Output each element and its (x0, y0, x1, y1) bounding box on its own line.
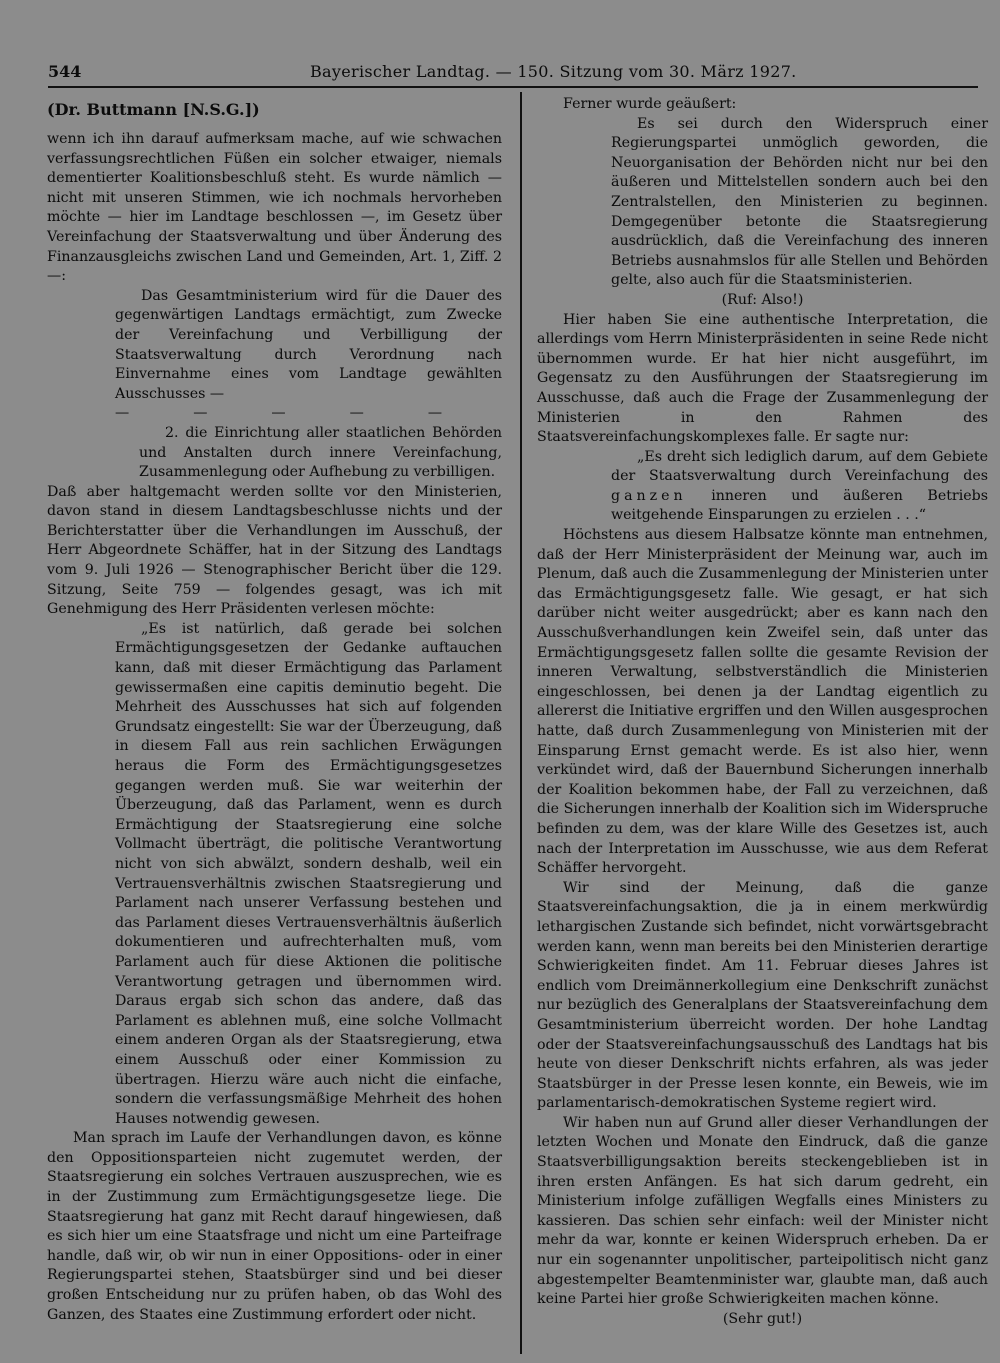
interjection: (Ruf: Also!) (721, 291, 804, 308)
dash: — (349, 405, 364, 422)
dash: — (115, 405, 130, 422)
running-head: Bayerischer Landtag. — 150. Sitzung vom 30. März 1927. (310, 62, 797, 81)
quote-block: „Es ist natürlich, daß gerade bei solchen Ermächtigungsgesetzen der Gedanke auftauchen kann, daß mit dieser Ermächtigung das Parlament gewissermaßen eine capitis deminutio begeht. Die Mehrheit des Ausschusses hat sich auf folgenden Grundsatz eingestellt: Sie war der Überzeugung, daß in diesem Fall aus rein sachlichen Erwägungen heraus die Form des Ermächtigungsgesetzes gegangen werden muß. Sie war weiterhin der Überzeugung, daß das Parlament, wenn es durch Ermächtigung der Staatsregierung eine solche Vollmacht überträgt, die politische Verantwortung nicht von sich abwälzt, sondern deshalb, weil ein Vertrauensverhältnis zwischen Staatsregierung und Parlament nach unserer Verfassung bestehen und das Parlament dieses Vertrauensverhältnis äußerlich dokumentieren und aufrechterhalten muß, vom Parlament auch für diese Aktionen die politische Verantwortung getragen und übernommen wird. Daraus ergab sich schon das andere, daß das Parlament es ablehnen muß, eine solche Vollmacht einem anderen Organ als der Staatsregierung, etwa einem Ausschuß oder einer Kommission zu übertragen. Hierzu wäre auch nicht die einfache, sondern die verfassungsmäßige Mehrheit des hohen Hauses notwendig gewesen. (115, 620, 502, 1127)
omission-dashes (115, 404, 502, 424)
left-column (47, 95, 502, 1325)
page-number: 544 (48, 62, 82, 81)
right-column (537, 95, 988, 1329)
column-divider (520, 92, 522, 1354)
paragraph: Hier haben Sie eine authentische Interpretation, die allerdings vom Herrn Ministerpräsidenten in seine Rede nicht übernommen wurde. Er hat hier nicht ausgeführt, im Gegensatz zu den Ausführungen der Staatsregierung im Ausschusse, daß auch die Frage der Zusammenlegung der Ministerien in den Rahmen des Staatsvereinfachungskomplexes falle. Er sagte nur: (537, 311, 988, 446)
quote-block: Es sei durch den Widerspruch einer Regierungspartei unmöglich geworden, die Neuorganisation der Behörden nicht nur bei den äußeren und Mittelstellen sondern auch bei den Zentralstellen, den Ministerien zu beginnen. Demgegenüber betonte die Staatsregierung ausdrücklich, daß die Vereinfachung des inneren Betriebs ausnahmslos für alle Stellen und Behörden gelte, also auch für die Staatsministerien. (611, 115, 988, 289)
speaker-label: (Dr. Buttmann [N.S.G.]) (47, 100, 260, 119)
page-header (48, 60, 978, 88)
dash: — (427, 405, 442, 422)
dash: — (193, 405, 208, 422)
interjection: (Sehr gut!) (722, 1310, 803, 1327)
paragraph: Daß aber haltgemacht werden sollte vor den Ministerien, davon stand in diesem Landtagsbeschlusse nichts und der Berichterstatter über die Verhandlungen im Ausschuß, der Herr Abgeordnete Schäffer, hat in der Sitzung des Landtags vom 9. Juli 1926 — Stenographischer Bericht über die 129. Sitzung, Seite 759 — folgendes gesagt, was ich mit Genehmigung des Herr Präsidenten verlesen möchte: (47, 483, 502, 618)
paragraph: Wir haben nun auf Grund aller dieser Verhandlungen der letzten Wochen und Monate den Eindruck, daß die ganze Staatsverbilligungsaktion bereits steckengeblieben ist in ihren ersten Anfängen. Es hat sich darum gedreht, ein Ministerium infolge zufälligen Wegfalls eines Ministers zu kassieren. Das schien sehr einfach: weil der Minister nicht mehr da war, konnte er keinen Widerspruch erheben. Da er nur ein sogenannter unpolitischer, parteipolitisch nicht ganz abgestempelter Beamtenminister war, glaubte man, daß auch keine Partei hier große Schwierigkeiten machen könne. (537, 1114, 988, 1308)
quote-text: „Es dreht sich lediglich darum, auf dem Gebiete der Staatsverwaltung durch Vereinfachung des (611, 448, 988, 485)
paragraph: Man sprach im Laufe der Verhandlungen davon, es könne den Oppositionsparteien nicht zugemutet werden, der Staatsregierung ein solches Vertrauen auszusprechen, wie es in der Zustimmung zum Ermächtigungsgesetze liege. Die Staatsregierung hat ganz mit Recht darauf hingewiesen, daß es sich hier um eine Staatsfrage und nicht um eine Parteifrage handle, daß wir, ob wir nun in einer Oppositions- oder in einer Regierungspartei stehen, Staatsbürger sind und bei dieser großen Entscheidung nur zu prüfen haben, ob das Wohl des Ganzen, des Staates eine Zustimmung erfordert oder nicht. (47, 1130, 502, 1323)
paragraph: Wir sind der Meinung, daß die ganze Staatsvereinfachungsaktion, die ja in einem merkwürdig lethargischen Zustande sich befindet, nicht vorwärtsgebracht werden kann, wenn man bereits bei den Ministerien derartige Schwierigkeiten findet. Am 11. Februar dieses Jahres ist endlich vom Dreimännerkollegium eine Denkschrift zunächst nur bezüglich des Generalplans der Staatsvereinfachung dem Gesamtministerium überreicht worden. Der hohe Landtag oder der Staatsvereinfachungsausschuß des Landtags hat bis heute von dieser Denkschrift nichts erfahren, als was jeder Staatsbürger in der Presse lesen konnte, ein Beweis, wie im parlamentarisch-demokratischen Systeme regiert wird. (537, 879, 988, 1112)
quote-block: Das Gesamtministerium wird für die Dauer des gegenwärtigen Landtags ermächtigt, zum Zwecke der Vereinfachung und Verbilligung der Staatsverwaltung durch Verordnung nach Einvernahme eines vom Landtage gewählten Ausschusses — (115, 287, 502, 402)
quote-text: inneren und äußeren Betriebs weitgehende Einsparungen zu erzielen . . .“ (611, 487, 988, 524)
paragraph: Ferner wurde geäußert: (563, 96, 737, 112)
quote-item: 2. die Einrichtung aller staatlichen Behörden und Anstalten durch innere Vereinfachung, Zusammenlegung oder Aufhebung zu verbilligen. (139, 424, 502, 481)
dash: — (271, 405, 286, 422)
paragraph: wenn ich ihn darauf aufmerksam mache, auf wie schwachen verfassungsrechtlichen Füßen ein solcher etwaiger, niemals dementierter Koalitionsbeschluß steht. Es wurde nämlich — nicht mit unseren Stimmen, wie ich nochmals hervorheben möchte — hier im Landtage beschlossen —, im Gesetz über Vereinfachung der Staatsverwaltung und über Änderung des Finanzausgleichs zwischen Land und Gemeinden, Art. 1, Ziff. 2 —: (47, 131, 502, 285)
quote-block (611, 448, 988, 526)
spaced-word: ganzen (611, 487, 687, 504)
paragraph: Höchstens aus diesem Halbsatze könnte man entnehmen, daß der Herr Ministerpräsident der Meinung war, auch im Plenum, daß auch die Zusammenlegung der Ministerien unter das Ermächtigungsgesetz falle. Wie gesagt, er hat sich darüber nicht weiter ausgedrückt; aber es kann nach den Ausschußverhandlungen kein Zweifel sein, daß unter das Ermächtigungsgesetz fallen sollte die gesamte Revision der inneren Verwaltung, selbstverständlich die Ministerien eingeschlossen, bei denen ja der Landtag eigentlich zu allererst die Initiative ergriffen und den Willen ausgesprochen hatte, daß durch Zusammenlegung von Ministerien mit der Einsparung Ernst gemacht werde. Es ist also hier, wenn verkündet wird, daß der Bauernbund Sicherungen innerhalb der Koalition bekommen habe, der Fall zu verzeichnen, daß die Sicherungen innerhalb der Koalition sich im Widerspruche befinden zu dem, was der klare Wille des Gesetzes ist, auch nach der Interpretation im Ausschusse, wie aus dem Referat Schäffer hervorgeht. (537, 527, 988, 877)
